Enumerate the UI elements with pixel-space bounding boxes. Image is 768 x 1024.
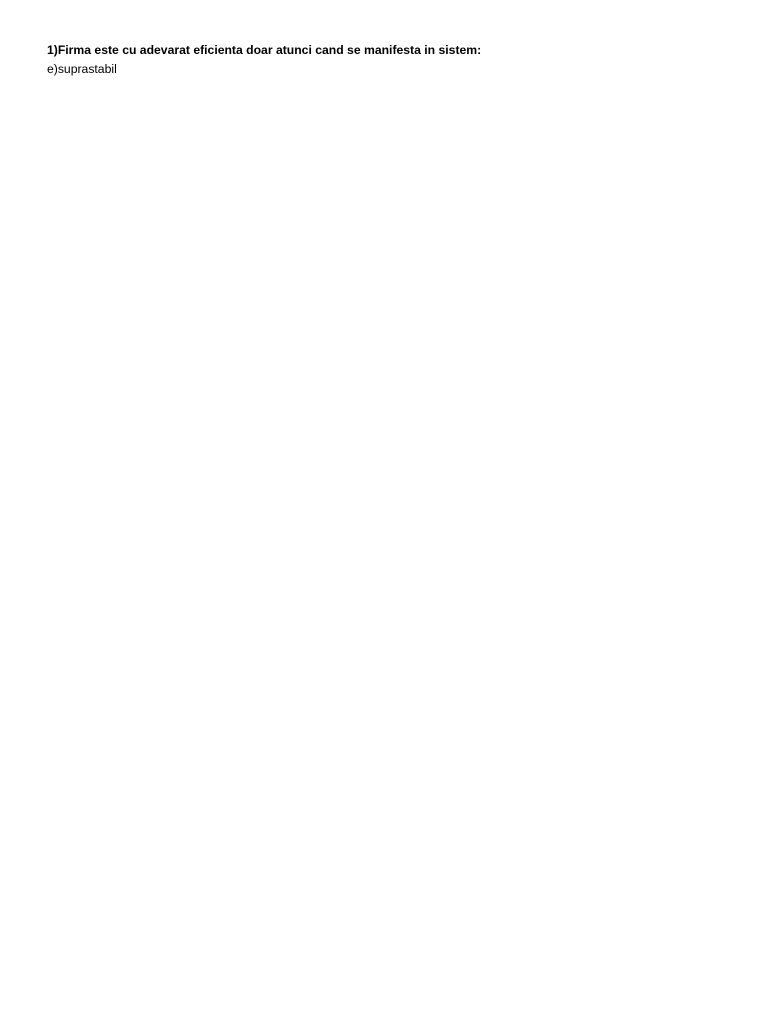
document-page — [0, 0, 768, 79]
question-answer: e)suprastabil — [47, 61, 117, 76]
question-block — [47, 41, 744, 79]
question-title: 1)Firma este cu adevarat eficienta doar atunci cand se manifesta in sistem: — [47, 43, 482, 57]
